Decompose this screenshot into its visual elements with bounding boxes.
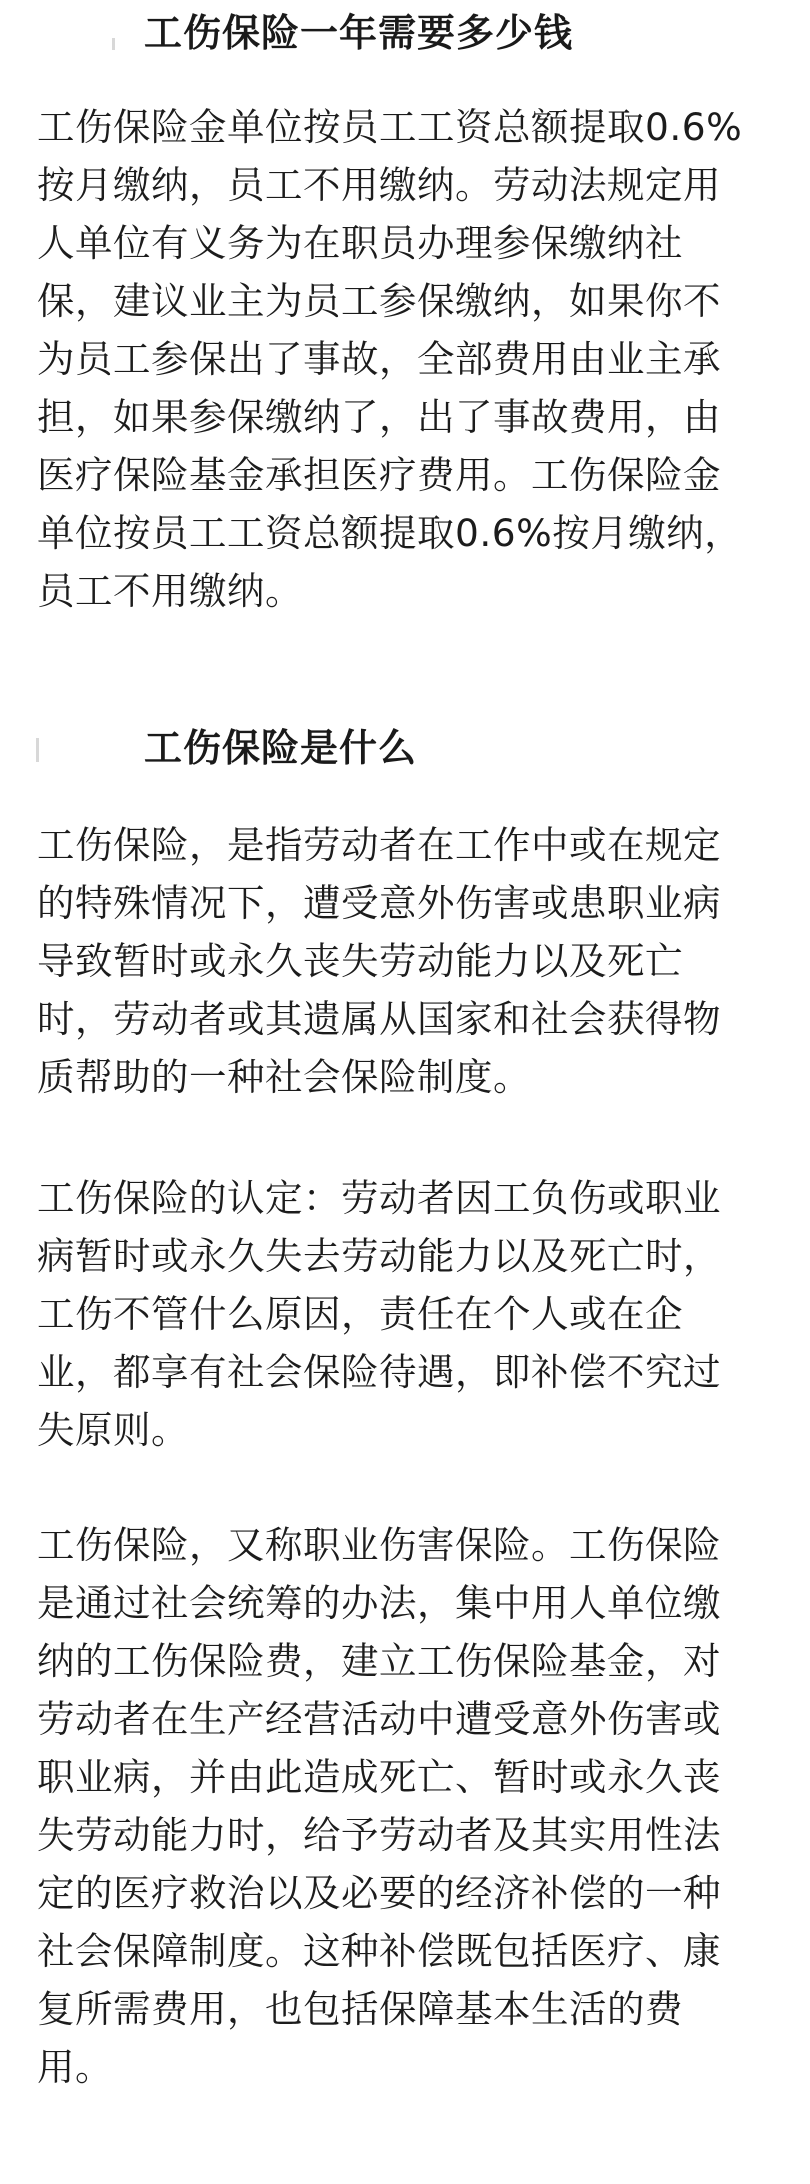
heading-marker <box>36 738 39 762</box>
paragraph <box>37 1169 787 1459</box>
text-line: 员工不用缴纳。 <box>37 569 303 613</box>
text-line: 质帮助的一种社会保险制度。 <box>37 1055 531 1099</box>
text-line: 用。 <box>37 2045 113 2089</box>
text-line: 医疗保险基金承担医疗费用。工伤保险金 <box>37 453 721 497</box>
text-line: 职业病，并由此造成死亡、暂时或永久丧 <box>37 1755 721 1799</box>
text-line: 工伤保险的认定：劳动者因工负伤或职业 <box>37 1176 721 1220</box>
paragraph <box>37 98 787 620</box>
text-line: 失原则。 <box>37 1408 189 1452</box>
text-line: 复所需费用，也包括保障基本生活的费 <box>37 1987 683 2031</box>
section-heading: 工伤保险一年需要多少钱 <box>144 11 574 55</box>
section-heading: 工伤保险是什么 <box>144 726 418 770</box>
text-line: 失劳动能力时，给予劳动者及其实用性法 <box>37 1813 721 1857</box>
text-line: 工伤保险，是指劳动者在工作中或在规定 <box>37 823 721 867</box>
heading-marker <box>112 38 115 50</box>
paragraph <box>37 1516 787 2096</box>
text-line: 按月缴纳，员工不用缴纳。劳动法规定用 <box>37 163 721 207</box>
text-line: 保，建议业主为员工参保缴纳，如果你不 <box>37 279 721 323</box>
text-line: 病暂时或永久失去劳动能力以及死亡时， <box>37 1234 721 1278</box>
text-line: 工伤保险，又称职业伤害保险。工伤保险 <box>37 1523 721 1567</box>
text-line: 定的医疗救治以及必要的经济补偿的一种 <box>37 1871 721 1915</box>
text-line: 为员工参保出了事故，全部费用由业主承 <box>37 337 721 381</box>
text-line: 工伤保险金单位按员工工资总额提取0.6% <box>37 105 743 149</box>
text-line: 时，劳动者或其遗属从国家和社会获得物 <box>37 997 721 1041</box>
text-line: 工伤不管什么原因，责任在个人或在企 <box>37 1292 683 1336</box>
text-line: 社会保障制度。这种补偿既包括医疗、康 <box>37 1929 721 1973</box>
text-line: 是通过社会统筹的办法，集中用人单位缴 <box>37 1581 721 1625</box>
text-line: 劳动者在生产经营活动中遭受意外伤害或 <box>37 1697 721 1741</box>
text-line: 导致暂时或永久丧失劳动能力以及死亡 <box>37 939 683 983</box>
text-line: 人单位有义务为在职员办理参保缴纳社 <box>37 221 683 265</box>
text-line: 的特殊情况下，遭受意外伤害或患职业病 <box>37 881 721 925</box>
text-line: 纳的工伤保险费，建立工伤保险基金，对 <box>37 1639 721 1683</box>
paragraph <box>37 816 787 1106</box>
text-line: 单位按员工工资总额提取0.6%按月缴纳， <box>37 511 743 555</box>
text-line: 业，都享有社会保险待遇，即补偿不究过 <box>37 1350 721 1394</box>
text-line: 担，如果参保缴纳了，出了事故费用，由 <box>37 395 721 439</box>
